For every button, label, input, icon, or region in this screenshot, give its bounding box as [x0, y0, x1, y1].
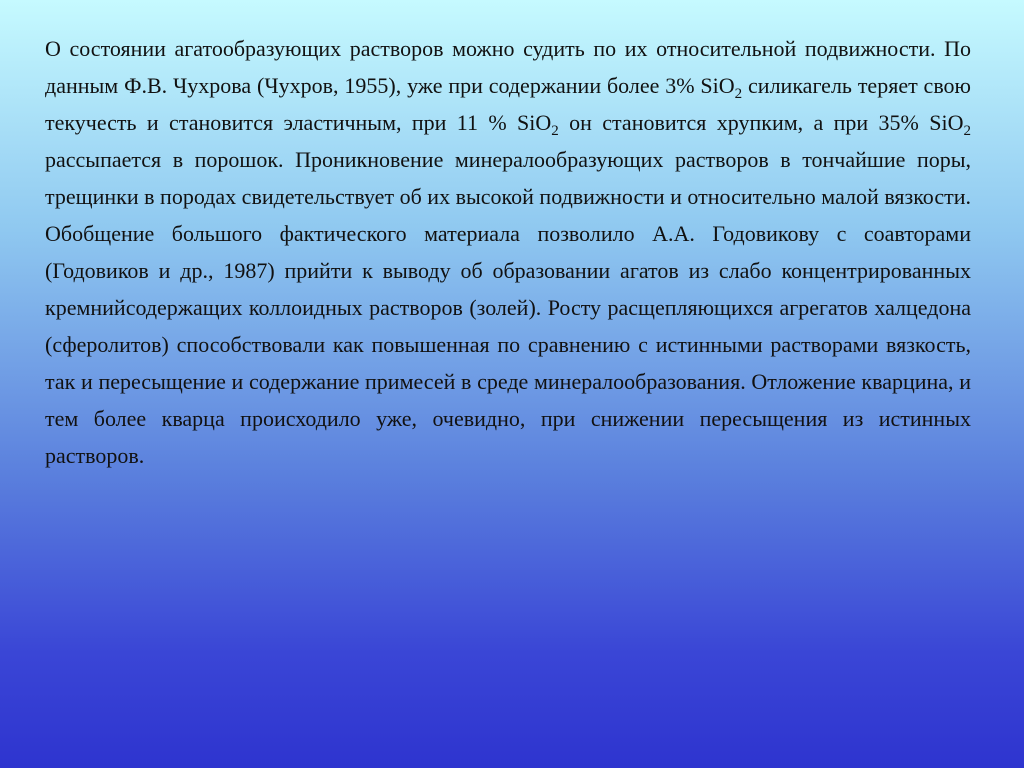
paragraph-text-3: он становится хрупким, а при 35% SiO: [558, 110, 964, 135]
subscript-2: 2: [734, 86, 743, 102]
paragraph-text-1: О состоянии агатообразующих растворов можно судить по их относительной подвижности. По данным Ф.В. Чухрова (Чухров, 1955), уже при содержании более 3% SiO: [45, 36, 971, 98]
body-paragraph: [45, 30, 971, 474]
paragraph-text-4: рассыпается в порошок. Проникновение минералообразующих растворов в тончайшие поры, трещинки в породах свидетельствует об их высокой подвижности и относительно малой вязкости. Обобщение большого фактического материала позволило А.А. Годовикову с соавторами (Годовиков и др., 1987) прийти к выводу об образовании агатов из слабо концентрированных кремнийсодержащих коллоидных растворов (золей). Росту расщепляющихся агрегатов халцедона (сферолитов) способствовали как повышенная по сравнению с истинными растворами вязкость, так и пересыщение и содержание примесей в среде минералообразования. Отложение кварцина, и тем более кварца происходило уже, очевидно, при снижении пересыщения из истинных растворов.: [45, 147, 971, 468]
subscript-2: 2: [963, 123, 971, 139]
subscript-2: 2: [551, 123, 559, 139]
paragraph-text-2: силикагель теряет свою текучесть и становится эластичным, при 11 % SiO: [45, 73, 971, 135]
